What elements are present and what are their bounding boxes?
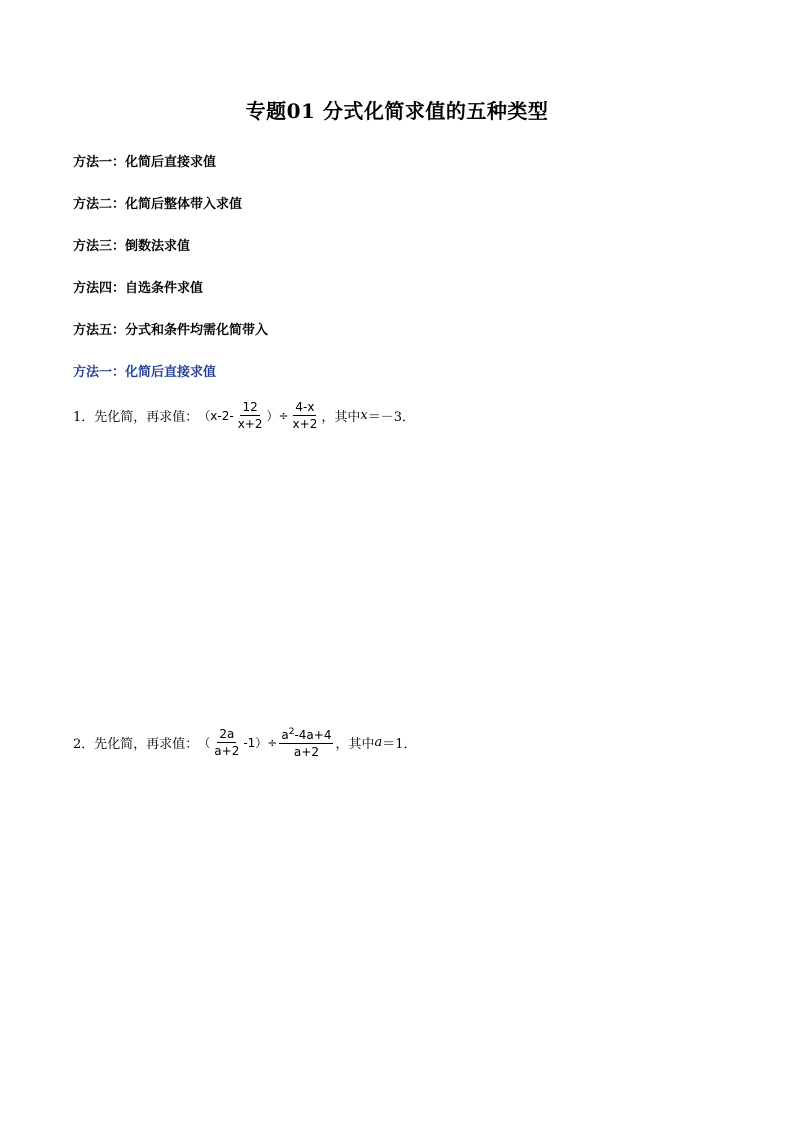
fraction-1: [212, 727, 241, 758]
condition-variable: x: [360, 408, 368, 423]
numerator-rest: -4a+4: [294, 728, 332, 742]
fraction-1: [236, 400, 265, 431]
fraction-denominator: a+2: [214, 743, 240, 758]
numerator-base: a: [281, 728, 289, 742]
method-list-item: 方法一：化简后直接求值: [73, 155, 217, 170]
expression-open: （: [198, 735, 211, 750]
condition-prefix: ，其中: [321, 410, 361, 425]
method-list-item: 方法五：分式和条件均需化简带入: [73, 323, 269, 338]
condition-value: ＝－3．: [367, 410, 415, 425]
fraction-2: [279, 725, 333, 759]
fraction-numerator: 2a: [219, 726, 235, 741]
fraction-numerator: [279, 725, 333, 744]
condition-prefix: ，其中: [335, 736, 375, 752]
problem-1: [73, 400, 415, 431]
problem-2: [73, 725, 417, 759]
page-title: 专题01 分式化简求值的五种类型: [245, 99, 549, 123]
method-list-item: 方法四：自选条件求值: [73, 281, 204, 296]
problem-prefix: 2．先化简，再求值：: [73, 736, 199, 752]
numerator-exponent: 2: [288, 727, 295, 737]
section-heading: 方法一：化简后直接求值: [73, 365, 217, 380]
fraction-denominator: x+2: [237, 417, 263, 431]
fraction-denominator: a+2: [293, 745, 319, 759]
condition-value: ＝1．: [382, 736, 417, 752]
expression-open: （x-2-: [198, 409, 234, 423]
fraction-numerator: 4-x: [295, 400, 315, 414]
method-list-item: 方法三：倒数法求值: [73, 239, 191, 254]
fraction-2: [291, 400, 320, 431]
expression-mid: ）÷: [266, 409, 289, 423]
condition-variable: a: [374, 734, 383, 750]
fraction-denominator: x+2: [292, 417, 318, 431]
expression-mid: -1）÷: [243, 735, 278, 750]
problem-prefix: 1．先化简，再求值：: [73, 410, 199, 425]
fraction-numerator: 12: [242, 400, 258, 414]
method-list-item: 方法二：化简后整体带入求值: [73, 197, 243, 212]
